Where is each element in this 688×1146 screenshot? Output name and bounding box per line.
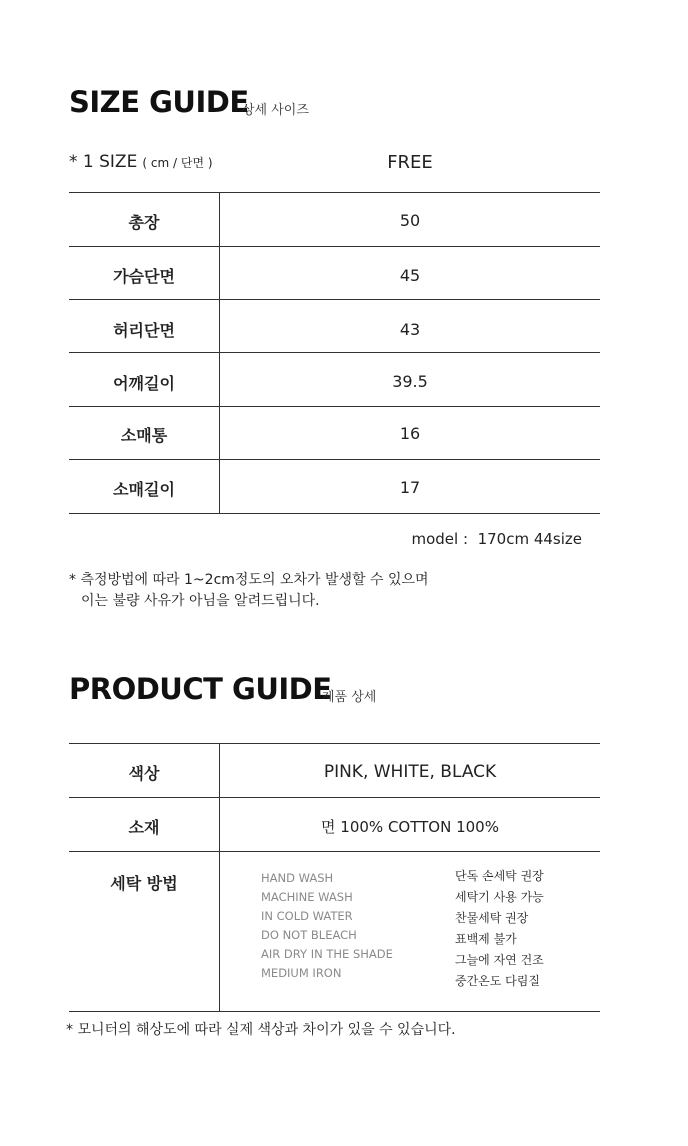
size-header-main: * 1 SIZE xyxy=(69,152,138,172)
color-value: PINK, WHITE, BLACK xyxy=(323,762,497,782)
size-row-line xyxy=(69,352,600,353)
size-header-free: FREE xyxy=(387,152,433,173)
wash-en-item: IN COLD WATER xyxy=(261,909,353,923)
wash-en-item: MEDIUM IRON xyxy=(261,966,342,980)
size-row-label: 소매길이 xyxy=(113,480,175,499)
product-guide-section xyxy=(0,660,688,1060)
size-row-line xyxy=(69,459,600,460)
wash-ko-item: 단독 손세탁 권장 xyxy=(455,869,544,883)
size-row-line xyxy=(69,246,600,247)
model-note: model : 170cm 44size xyxy=(411,530,582,548)
size-row-label: 허리단면 xyxy=(113,321,175,340)
material-value: 면 100% COTTON 100% xyxy=(321,818,499,836)
color-label: 색상 xyxy=(128,764,160,783)
size-table-top-line xyxy=(69,192,600,193)
size-row-line xyxy=(69,299,600,300)
size-row-label: 가슴단면 xyxy=(113,267,175,286)
product-table-bottom-line xyxy=(69,1011,600,1012)
wash-ko-item: 그늘에 자연 건조 xyxy=(455,953,544,967)
product-guide-subtitle: 제품 상세 xyxy=(322,690,377,705)
wash-en-item: AIR DRY IN THE SHADE xyxy=(261,947,393,961)
size-header-label xyxy=(69,152,213,172)
size-row-value: 43 xyxy=(399,320,421,339)
product-guide-title: PRODUCT GUIDE xyxy=(69,672,332,706)
size-row-value: 16 xyxy=(399,424,421,443)
wash-en-item: HAND WASH xyxy=(261,871,334,885)
size-guide-title: SIZE GUIDE xyxy=(69,85,249,119)
size-guide-subtitle: 상세 사이즈 xyxy=(242,103,309,118)
size-row-value: 50 xyxy=(399,211,421,230)
product-table-top-line xyxy=(69,743,600,744)
size-row-label: 총장 xyxy=(128,213,160,232)
size-table-bottom-line xyxy=(69,513,600,514)
size-row-line xyxy=(69,406,600,407)
wash-en-item: DO NOT BLEACH xyxy=(261,928,357,942)
wash-ko-item: 세탁기 사용 가능 xyxy=(455,890,544,904)
material-label: 소재 xyxy=(128,818,160,837)
wash-ko-item: 중간온도 다림질 xyxy=(455,974,540,988)
measurement-disclaimer-line2: 이는 불량 사유가 아님을 알려드립니다. xyxy=(81,593,320,609)
wash-ko-item: 표백제 불가 xyxy=(455,932,517,946)
size-row-value: 39.5 xyxy=(392,372,428,391)
monitor-color-note: * 모니터의 해상도에 따라 실제 색상과 차이가 있을 수 있습니다. xyxy=(66,1022,456,1038)
wash-en-item: MACHINE WASH xyxy=(261,890,353,904)
size-row-label: 소매통 xyxy=(120,426,168,445)
measurement-disclaimer-line1: * 측정방법에 따라 1~2cm정도의 오차가 발생할 수 있으며 xyxy=(69,572,429,588)
wash-label: 세탁 방법 xyxy=(110,874,178,893)
size-row-value: 17 xyxy=(399,478,421,497)
wash-en-list xyxy=(261,869,393,983)
wash-ko-item: 찬물세탁 권장 xyxy=(455,911,529,925)
product-row-line xyxy=(69,797,600,798)
wash-ko-list xyxy=(455,866,544,992)
size-header-unit: ( cm / 단면 ) xyxy=(142,156,213,170)
product-table-divider xyxy=(219,743,220,1011)
product-row-line xyxy=(69,851,600,852)
size-row-value: 45 xyxy=(399,266,421,285)
size-row-label: 어깨길이 xyxy=(113,374,175,393)
